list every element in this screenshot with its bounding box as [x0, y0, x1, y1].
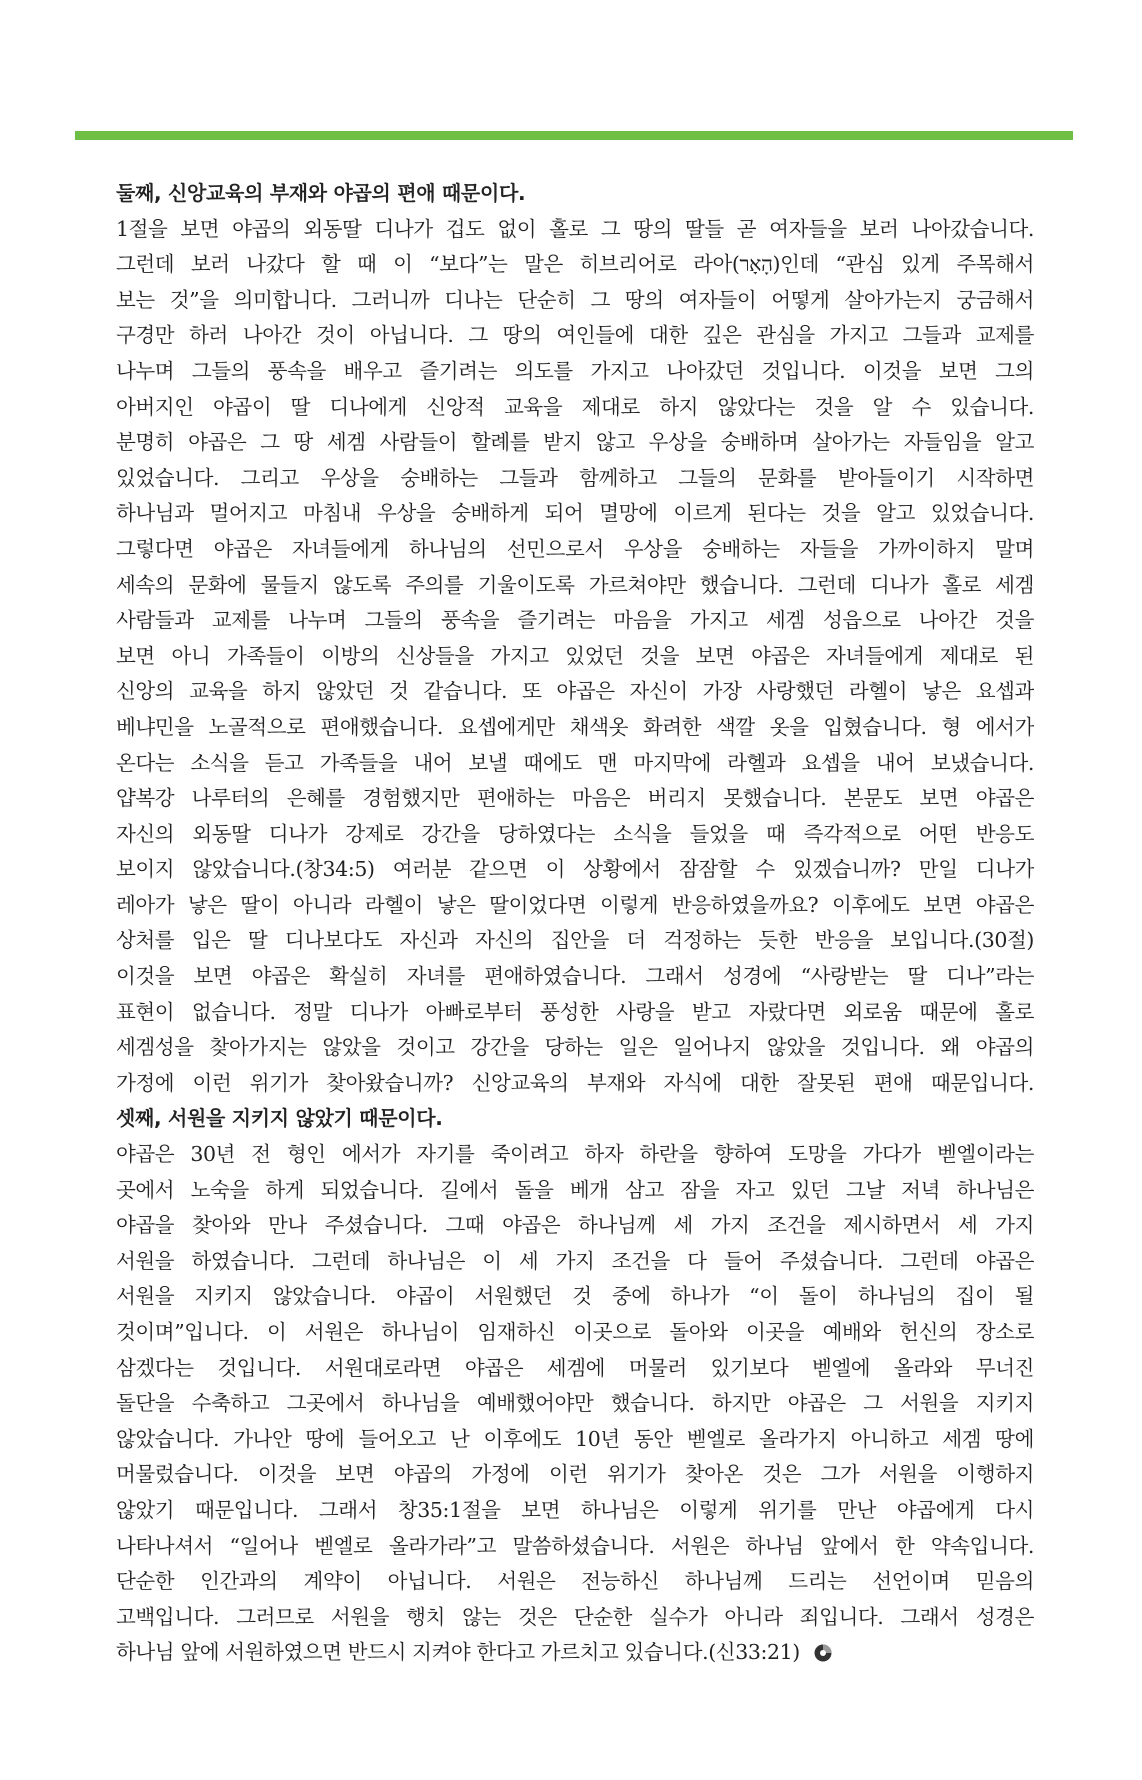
body-line: 신앙의 교육을 하지 않았던 것 같습니다. 또 야곱은 자신이 가장 사랑했던 라헬이 낳은 요셉과 [116, 679, 1034, 704]
body-line: 자신의 외동딸 디나가 강제로 강간을 당하였다는 소식을 들었을 때 즉각적으로 어떤 반응도 [116, 821, 1034, 846]
body-line: 레아가 낳은 딸이 아니라 라헬이 낳은 딸이었다면 이렇게 반응하였을까요? 이후에도 보면 야곱은 [116, 892, 1034, 917]
body-line: 서원을 하였습니다. 그런데 하나님은 이 세 가지 조건을 다 들어 주셨습니다. 그런데 야곱은 [116, 1248, 1034, 1273]
top-accent-rule [75, 131, 1073, 140]
page-corner-icon [814, 1644, 832, 1662]
body-line: 야곱은 30년 전 형인 에서가 자기를 죽이려고 하자 하란을 향하여 도망을 가다가 벧엘이라는 [116, 1142, 1034, 1167]
body-line: 그렇다면 야곱은 자녀들에게 하나님의 선민으로서 우상을 숭배하는 자들을 가까이하지 말며 [116, 536, 1034, 561]
body-line-last [116, 1635, 1034, 1671]
body-line: 상처를 입은 딸 디나보다도 자신과 자신의 집안을 더 걱정하는 듯한 반응을 보입니다.(30절) [116, 928, 1034, 953]
body-line: 나타나셔서 “일어나 벧엘로 올라가라”고 말씀하셨습니다. 서원은 하나님 앞에서 한 약속입니다. [116, 1533, 1034, 1558]
body-line: 보는 것”을 의미합니다. 그러니까 디나는 단순히 그 땅의 여자들이 어떻게 살아가는지 궁금해서 [116, 287, 1034, 312]
body-line: 온다는 소식을 듣고 가족들을 내어 보낼 때에도 맨 마지막에 라헬과 요셉을 내어 보냈습니다. [116, 750, 1034, 775]
section-heading-third: 셋째, 서원을 지키지 않았기 때문이다. [116, 1106, 443, 1131]
body-line: 아버지인 야곱이 딸 디나에게 신앙적 교육을 제대로 하지 않았다는 것을 알 수 있습니다. [116, 394, 1034, 419]
section-heading-second: 둘째, 신앙교육의 부재와 야곱의 편애 때문이다. [116, 181, 526, 205]
body-line: 머물렀습니다. 이것을 보면 야곱의 가정에 이런 위기가 찾아온 것은 그가 서원을 이행하지 [116, 1462, 1034, 1487]
body-line: 세겜성을 찾아가지는 않았을 것이고 강간을 당하는 일은 일어나지 않았을 것입니다. 왜 야곱의 [116, 1035, 1034, 1060]
body-line: 나누며 그들의 풍속을 배우고 즐기려는 의도를 가지고 나아갔던 것입니다. 이것을 보면 그의 [116, 358, 1034, 383]
section-body-third [116, 1137, 1034, 1671]
body-line: 이것을 보면 야곱은 확실히 자녀를 편애하였습니다. 그래서 성경에 “사랑받는 딸 디나”라는 [116, 964, 1034, 989]
body-line: 베냐민을 노골적으로 편애했습니다. 요셉에게만 채색옷 화려한 색깔 옷을 입혔습니다. 형 에서가 [116, 714, 1034, 739]
body-line: 가정에 이런 위기가 찾아왔습니까? 신앙교육의 부재와 자식에 대한 잘못된 편애 때문입니다. [116, 1070, 1034, 1095]
body-line: 보면 아니 가족들이 이방의 신상들을 가지고 있었던 것을 보면 야곱은 자녀들에게 제대로 된 [116, 643, 1034, 668]
body-line: 않았습니다. 가나안 땅에 들어오고 난 이후에도 10년 동안 벧엘로 올라가지 아니하고 세겜 땅에 [116, 1426, 1034, 1451]
body-line: 보이지 않았습니다.(창34:5) 여러분 같으면 이 상황에서 잠잠할 수 있겠습니까? 만일 디나가 [116, 857, 1034, 882]
body-line: 구경만 하러 나아간 것이 아닙니다. 그 땅의 여인들에 대한 깊은 관심을 가지고 그들과 교제를 [116, 323, 1034, 348]
body-line: 그런데 보러 나갔다 할 때 이 “보다”는 말은 히브리어로 라아(הָאָר)인데 “관심 있게 주목해서 [116, 252, 1034, 277]
body-line: 분명히 야곱은 그 땅 세겜 사람들이 할례를 받지 않고 우상을 숭배하며 살아가는 자들임을 알고 [116, 430, 1034, 455]
body-line: 않았기 때문입니다. 그래서 창35:1절을 보면 하나님은 이렇게 위기를 만난 야곱에게 다시 [116, 1497, 1034, 1522]
body-line: 단순한 인간과의 계약이 아닙니다. 서원은 전능하신 하나님께 드리는 선언이며 믿음의 [116, 1569, 1034, 1594]
body-line-last-text: 하나님 앞에 서원하였으면 반드시 지켜야 한다고 가르치고 있습니다.(신33:21) [116, 1640, 800, 1665]
body-line: 것이며”입니다. 이 서원은 하나님이 임재하신 이곳으로 돌아와 이곳을 예배와 헌신의 장소로 [116, 1320, 1034, 1344]
body-line: 있었습니다. 그리고 우상을 숭배하는 그들과 함께하고 그들의 문화를 받아들이기 시작하면 [116, 465, 1034, 490]
body-line: 1절을 보면 야곱의 외동딸 디나가 겁도 없이 홀로 그 땅의 딸들 곧 여자들을 보러 나아갔습니다. [116, 216, 1034, 241]
body-line: 하나님과 멀어지고 마침내 우상을 숭배하게 되어 멸망에 이르게 된다는 것을 알고 있었습니다. [116, 501, 1034, 526]
body-line: 서원을 지키지 않았습니다. 야곱이 서원했던 것 중에 하나가 “이 돌이 하나님의 집이 될 [116, 1284, 1034, 1309]
body-line: 고백입니다. 그러므로 서원을 행치 않는 것은 단순한 실수가 아니라 죄입니다. 그래서 성경은 [116, 1604, 1034, 1629]
page-body [116, 176, 1034, 1671]
body-line: 표현이 없습니다. 정말 디나가 아빠로부터 풍성한 사랑을 받고 자랐다면 외로움 때문에 홀로 [116, 999, 1034, 1024]
body-line: 삼겠다는 것입니다. 서원대로라면 야곱은 세겜에 머물러 있기보다 벧엘에 올라와 무너진 [116, 1355, 1034, 1380]
body-line: 얍복강 나루터의 은혜를 경험했지만 편애하는 마음은 버리지 못했습니다. 본문도 보면 야곱은 [116, 786, 1034, 811]
body-line: 사람들과 교제를 나누며 그들의 풍속을 즐기려는 마음을 가지고 세겜 성읍으로 나아간 것을 [116, 608, 1034, 633]
body-line: 곳에서 노숙을 하게 되었습니다. 길에서 돌을 베개 삼고 잠을 자고 있던 그날 저녁 하나님은 [116, 1177, 1034, 1202]
body-line: 돌단을 수축하고 그곳에서 하나님을 예배했어야만 했습니다. 하지만 야곱은 그 서원을 지키지 [116, 1391, 1034, 1416]
section-body-second [116, 212, 1034, 1102]
body-line: 야곱을 찾아와 만나 주셨습니다. 그때 야곱은 하나님께 세 가지 조건을 제시하면서 세 가지 [116, 1213, 1034, 1238]
body-line: 세속의 문화에 물들지 않도록 주의를 기울이도록 가르쳐야만 했습니다. 그런데 디나가 홀로 세겜 [116, 572, 1034, 597]
